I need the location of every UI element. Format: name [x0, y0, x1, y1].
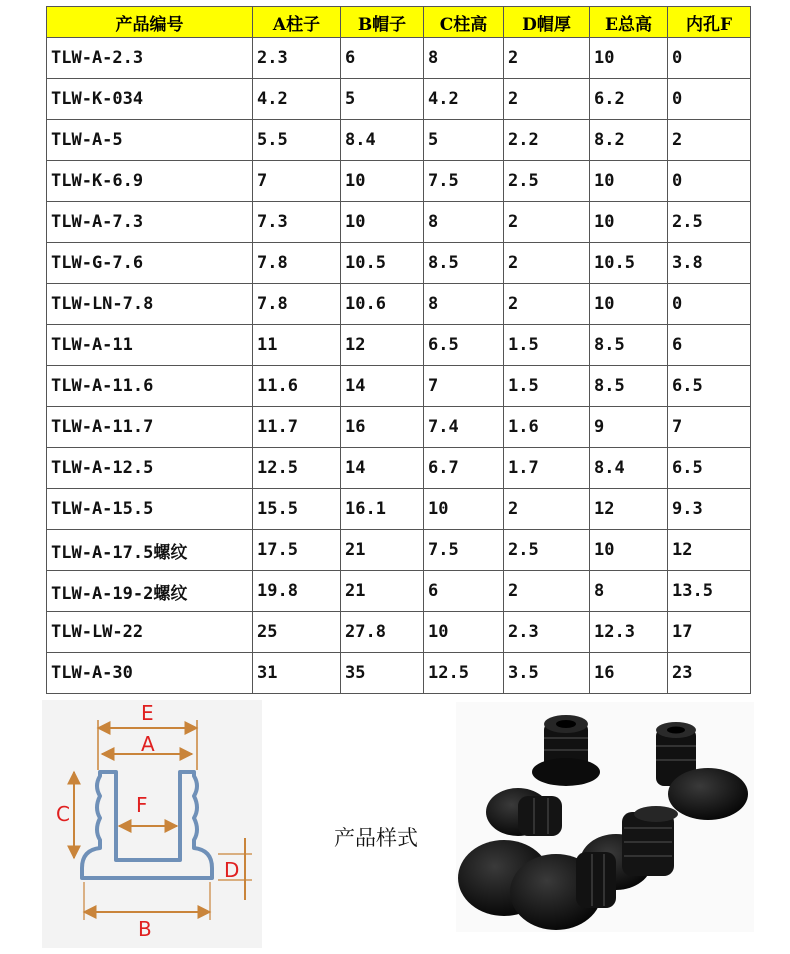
- plug-5: [458, 840, 616, 930]
- spec-value-cell: 4.2: [424, 79, 504, 120]
- product-photo-svg: [456, 702, 754, 932]
- spec-value-cell: 3.8: [668, 243, 751, 284]
- spec-value-cell: 35: [341, 653, 424, 694]
- spec-value-cell: 23: [668, 653, 751, 694]
- spec-value-cell: 1.6: [504, 407, 590, 448]
- product-code-cell: TLW-A-5: [47, 120, 253, 161]
- spec-value-cell: 17.5: [253, 530, 341, 571]
- spec-value-cell: 8.5: [424, 243, 504, 284]
- product-photo: [456, 702, 754, 932]
- spec-value-cell: 0: [668, 284, 751, 325]
- spec-value-cell: 6.2: [590, 79, 668, 120]
- spec-value-cell: 5: [341, 79, 424, 120]
- spec-value-cell: 10.5: [341, 243, 424, 284]
- product-style-caption: 产品样式: [334, 826, 418, 850]
- product-code-cell: TLW-A-7.3: [47, 202, 253, 243]
- spec-value-cell: 12: [668, 530, 751, 571]
- spec-value-cell: 19.8: [253, 571, 341, 612]
- column-header: B帽子: [341, 7, 424, 38]
- spec-value-cell: 9: [590, 407, 668, 448]
- spec-value-cell: 14: [341, 366, 424, 407]
- table-row: [47, 530, 751, 571]
- table-row: [47, 79, 751, 120]
- spec-value-cell: 1.5: [504, 325, 590, 366]
- spec-value-cell: 7.4: [424, 407, 504, 448]
- spec-value-cell: 10: [590, 530, 668, 571]
- header-row: [47, 7, 751, 38]
- label-c: C: [56, 802, 70, 826]
- spec-value-cell: 8.4: [341, 120, 424, 161]
- column-header: A柱子: [253, 7, 341, 38]
- product-code-cell: TLW-A-17.5螺纹: [47, 530, 253, 571]
- column-header: 产品编号: [47, 7, 253, 38]
- spec-value-cell: 2: [668, 120, 751, 161]
- spec-value-cell: 2: [504, 284, 590, 325]
- product-code-cell: TLW-A-12.5: [47, 448, 253, 489]
- table-row: [47, 366, 751, 407]
- spec-value-cell: 10: [341, 202, 424, 243]
- spec-value-cell: 6: [424, 571, 504, 612]
- label-e: E: [141, 701, 154, 725]
- spec-value-cell: 10: [590, 284, 668, 325]
- table-row: [47, 120, 751, 161]
- table-row: [47, 448, 751, 489]
- spec-value-cell: 8: [590, 571, 668, 612]
- table-row: [47, 407, 751, 448]
- column-header: C柱高: [424, 7, 504, 38]
- product-code-cell: TLW-A-30: [47, 653, 253, 694]
- spec-value-cell: 15.5: [253, 489, 341, 530]
- spec-value-cell: 13.5: [668, 571, 751, 612]
- spec-value-cell: 9.3: [668, 489, 751, 530]
- spec-value-cell: 8: [424, 284, 504, 325]
- spec-value-cell: 0: [668, 161, 751, 202]
- table-row: [47, 325, 751, 366]
- spec-value-cell: 6.5: [424, 325, 504, 366]
- spec-value-cell: 1.5: [504, 366, 590, 407]
- spec-value-cell: 10: [424, 489, 504, 530]
- spec-value-cell: 2: [504, 243, 590, 284]
- spec-value-cell: 5.5: [253, 120, 341, 161]
- column-header: 内孔F: [668, 7, 751, 38]
- product-code-cell: TLW-A-19-2螺纹: [47, 571, 253, 612]
- plug-3: [486, 788, 562, 836]
- spec-value-cell: 7.3: [253, 202, 341, 243]
- spec-value-cell: 0: [668, 79, 751, 120]
- spec-value-cell: 21: [341, 571, 424, 612]
- spec-value-cell: 6: [341, 38, 424, 79]
- spec-table: [46, 6, 751, 694]
- product-code-cell: TLW-A-11: [47, 325, 253, 366]
- label-b: B: [138, 917, 152, 941]
- spec-value-cell: 6.5: [668, 448, 751, 489]
- spec-value-cell: 2.3: [504, 612, 590, 653]
- spec-value-cell: 1.7: [504, 448, 590, 489]
- product-code-cell: TLW-K-6.9: [47, 161, 253, 202]
- spec-value-cell: 6.7: [424, 448, 504, 489]
- label-d: D: [224, 858, 240, 882]
- spec-value-cell: 2.2: [504, 120, 590, 161]
- table-body: [47, 38, 751, 694]
- spec-value-cell: 2.5: [668, 202, 751, 243]
- spec-value-cell: 11.7: [253, 407, 341, 448]
- spec-value-cell: 10.6: [341, 284, 424, 325]
- dimension-diagram: [42, 700, 262, 948]
- spec-value-cell: 8.4: [590, 448, 668, 489]
- spec-value-cell: 11: [253, 325, 341, 366]
- spec-value-cell: 17: [668, 612, 751, 653]
- spec-value-cell: 0: [668, 38, 751, 79]
- spec-value-cell: 31: [253, 653, 341, 694]
- spec-value-cell: 7: [253, 161, 341, 202]
- table-row: [47, 243, 751, 284]
- spec-value-cell: 10: [590, 161, 668, 202]
- spec-value-cell: 10: [590, 202, 668, 243]
- spec-value-cell: 2.5: [504, 161, 590, 202]
- spec-value-cell: 7.8: [253, 284, 341, 325]
- spec-value-cell: 16: [590, 653, 668, 694]
- spec-value-cell: 10: [341, 161, 424, 202]
- product-code-cell: TLW-G-7.6: [47, 243, 253, 284]
- product-code-cell: TLW-LN-7.8: [47, 284, 253, 325]
- spec-value-cell: 14: [341, 448, 424, 489]
- spec-value-cell: 2.3: [253, 38, 341, 79]
- spec-value-cell: 6: [668, 325, 751, 366]
- table-row: [47, 653, 751, 694]
- spec-value-cell: 27.8: [341, 612, 424, 653]
- spec-value-cell: 8.5: [590, 366, 668, 407]
- spec-value-cell: 2: [504, 489, 590, 530]
- spec-value-cell: 10.5: [590, 243, 668, 284]
- spec-value-cell: 11.6: [253, 366, 341, 407]
- product-code-cell: TLW-A-11.7: [47, 407, 253, 448]
- spec-value-cell: 12.5: [253, 448, 341, 489]
- label-f: F: [136, 793, 148, 817]
- table-row: [47, 202, 751, 243]
- spec-value-cell: 8.2: [590, 120, 668, 161]
- spec-value-cell: 4.2: [253, 79, 341, 120]
- spec-value-cell: 5: [424, 120, 504, 161]
- spec-value-cell: 2: [504, 202, 590, 243]
- spec-value-cell: 7.8: [253, 243, 341, 284]
- spec-value-cell: 8: [424, 202, 504, 243]
- product-code-cell: TLW-A-11.6: [47, 366, 253, 407]
- product-code-cell: TLW-LW-22: [47, 612, 253, 653]
- product-code-cell: TLW-K-034: [47, 79, 253, 120]
- label-a: A: [141, 732, 155, 756]
- plug-2: [656, 722, 748, 820]
- spec-value-cell: 7: [668, 407, 751, 448]
- plug-diagram-svg: [42, 700, 262, 948]
- table-row: [47, 489, 751, 530]
- spec-value-cell: 2: [504, 571, 590, 612]
- spec-value-cell: 12: [341, 325, 424, 366]
- product-code-cell: TLW-A-15.5: [47, 489, 253, 530]
- product-code-cell: TLW-A-2.3: [47, 38, 253, 79]
- table-row: [47, 38, 751, 79]
- spec-value-cell: 8: [424, 38, 504, 79]
- spec-value-cell: 7.5: [424, 161, 504, 202]
- spec-value-cell: 7: [424, 366, 504, 407]
- spec-value-cell: 2: [504, 38, 590, 79]
- table-row: [47, 161, 751, 202]
- column-header: E总高: [590, 7, 668, 38]
- spec-value-cell: 25: [253, 612, 341, 653]
- spec-value-cell: 6.5: [668, 366, 751, 407]
- spec-value-cell: 12.3: [590, 612, 668, 653]
- spec-value-cell: 12.5: [424, 653, 504, 694]
- spec-value-cell: 10: [424, 612, 504, 653]
- spec-value-cell: 16.1: [341, 489, 424, 530]
- spec-value-cell: 10: [590, 38, 668, 79]
- spec-value-cell: 16: [341, 407, 424, 448]
- table-row: [47, 612, 751, 653]
- column-header: D帽厚: [504, 7, 590, 38]
- spec-value-cell: 3.5: [504, 653, 590, 694]
- spec-value-cell: 2.5: [504, 530, 590, 571]
- spec-value-cell: 12: [590, 489, 668, 530]
- spec-value-cell: 21: [341, 530, 424, 571]
- table-row: [47, 284, 751, 325]
- spec-value-cell: 8.5: [590, 325, 668, 366]
- plug-1: [532, 715, 600, 786]
- spec-value-cell: 7.5: [424, 530, 504, 571]
- spec-value-cell: 2: [504, 79, 590, 120]
- table-row: [47, 571, 751, 612]
